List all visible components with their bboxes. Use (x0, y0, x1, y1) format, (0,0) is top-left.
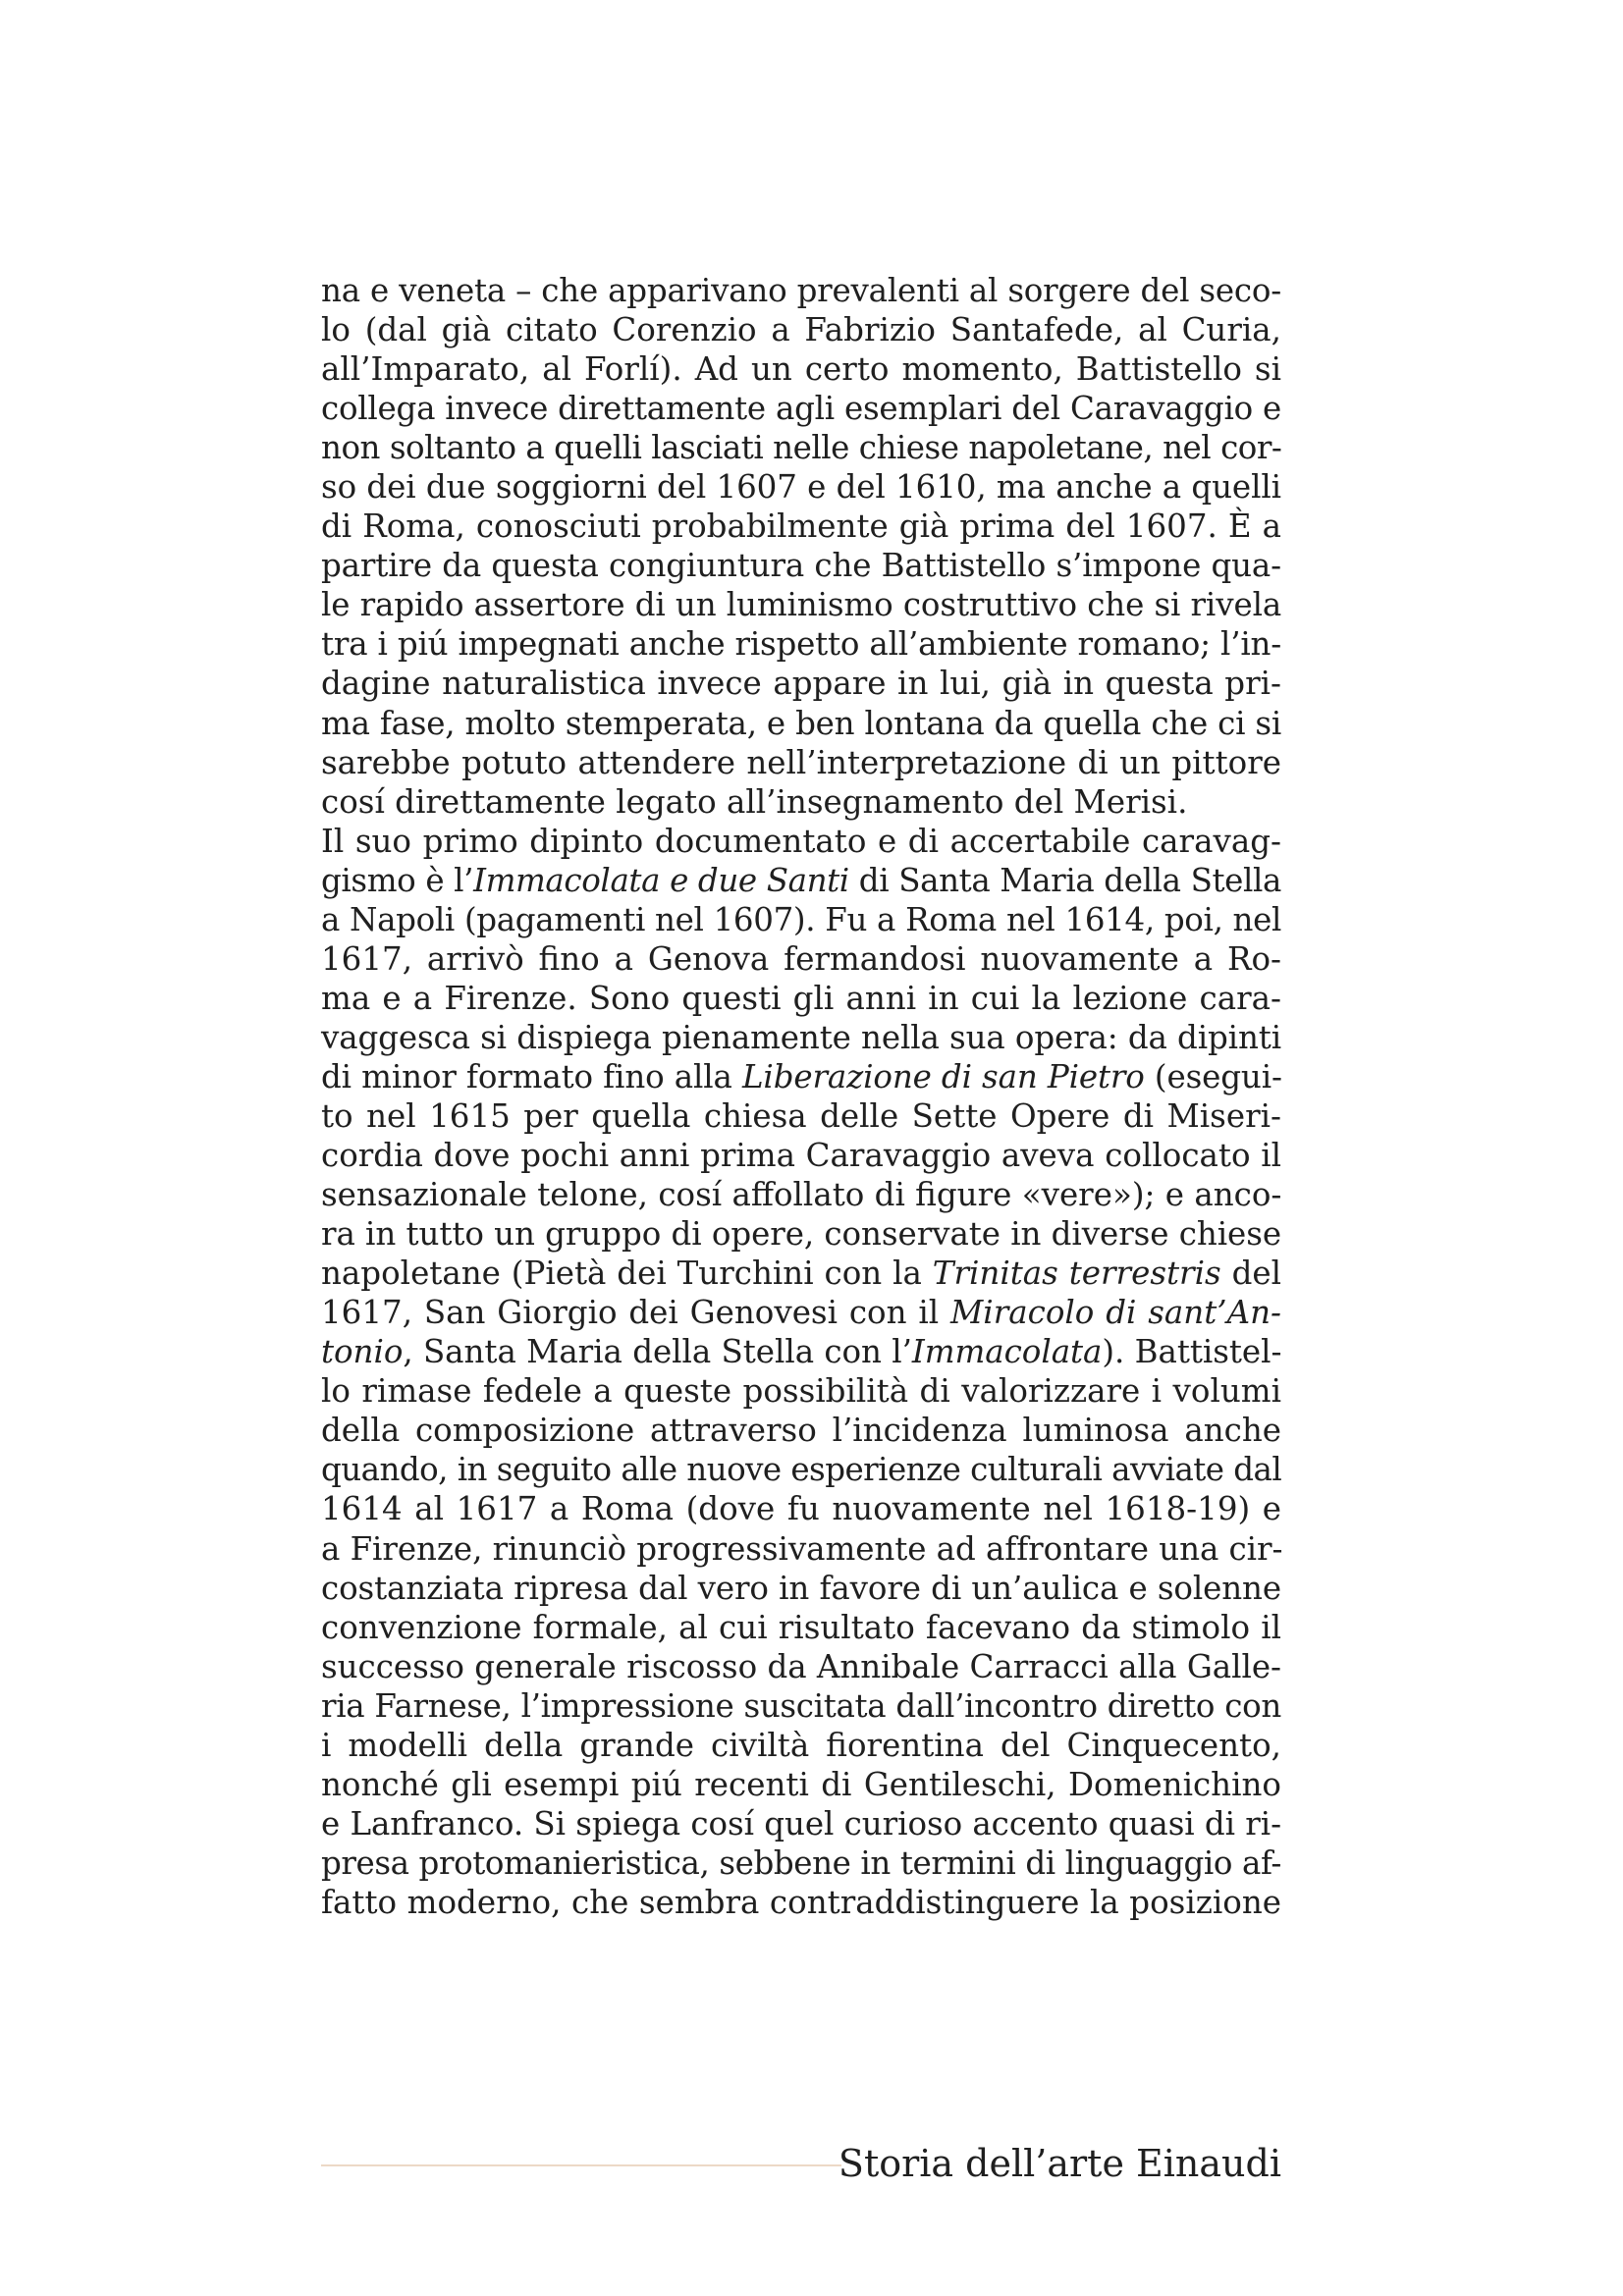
text-line (321, 1175, 1281, 1214)
text-run: a Napoli (pagamenti nel 1607). Fu a Roma nel 1614, poi, nel (321, 900, 1282, 938)
text-line (321, 310, 1281, 349)
footer-rule (321, 2164, 841, 2166)
text-line (321, 743, 1281, 782)
text-line (321, 1569, 1281, 1608)
text-run: 1617, San Giorgio dei Genovesi con il (321, 1294, 951, 1332)
text-run: ). Battistel- (1102, 1333, 1282, 1371)
text-line (321, 1450, 1281, 1489)
italic-title: Immacolata e due Santi (473, 861, 849, 899)
body-text (321, 271, 1281, 1922)
text-line (321, 467, 1281, 507)
text-run: ma fase, molto stemperata, e ben lontana da quella che ci si (321, 704, 1281, 742)
text-line (321, 624, 1281, 664)
text-run: lo rimase fedele a queste possibilità di valorizzare i volumi (321, 1372, 1281, 1411)
text-line (321, 664, 1281, 703)
text-run: di Santa Maria della Stella (848, 861, 1281, 899)
text-line (321, 1254, 1281, 1293)
text-line (321, 1883, 1281, 1922)
text-run: quando, in seguito alle nuove esperienze culturali avviate dal (321, 1451, 1282, 1489)
text-run: e Lanfranco. Si spiega cosí quel curioso accento quasi di ri- (321, 1804, 1281, 1842)
text-line (321, 822, 1281, 861)
text-run: le rapido assertore di un luminismo costruttivo che si rivela (321, 586, 1282, 624)
italic-title: Liberazione di san Pietro (741, 1057, 1145, 1095)
text-run: 1617, arrivò fino a Genova fermandosi nuovamente a Ro- (321, 939, 1281, 978)
text-line (321, 1057, 1281, 1096)
text-run: Il suo primo dipinto documentato e di accertabile caravag- (321, 822, 1281, 860)
text-run: della composizione attraverso l’incidenza luminosa anche (321, 1412, 1281, 1450)
italic-title: Trinitas terrestris (932, 1255, 1221, 1293)
text-line (321, 1332, 1281, 1371)
text-run: ra in tutto un gruppo di opere, conservate in diverse chiese (321, 1215, 1281, 1254)
italic-title: Immacolata (911, 1333, 1103, 1371)
text-line (321, 1018, 1281, 1057)
text-line (321, 546, 1281, 585)
text-run: dagine naturalistica invece appare in lui, già in questa pri- (321, 665, 1281, 703)
text-line (321, 1647, 1281, 1686)
text-line (321, 704, 1281, 743)
text-line (321, 1686, 1281, 1726)
text-run: ria Farnese, l’impressione suscitata dall’incontro diretto con (321, 1686, 1281, 1725)
text-line (321, 507, 1281, 546)
text-run: cosí direttamente legato all’insegnamento del Merisi. (321, 782, 1188, 821)
text-line (321, 1843, 1281, 1883)
text-line (321, 1765, 1281, 1804)
text-run: a Firenze, rinunciò progressivamente ad affrontare una cir- (321, 1529, 1283, 1568)
text-run: sarebbe potuto attendere nell’interpretazione di un pittore (321, 743, 1281, 781)
text-run: gismo è l’ (321, 861, 474, 899)
text-run: (esegui- (1144, 1057, 1282, 1095)
text-run: tra i piú impegnati anche rispetto all’ambiente romano; l’in- (321, 625, 1282, 664)
text-run: 1614 al 1617 a Roma (dove fu nuovamente nel 1618-19) e (321, 1490, 1281, 1528)
text-run: non soltanto a quelli lasciati nelle chiese napoletane, nel cor- (321, 429, 1282, 467)
text-run: nonché gli esempi piú recenti di Gentileschi, Domenichino (321, 1765, 1281, 1803)
text-run: na e veneta – che apparivano prevalenti al sorgere del seco- (321, 272, 1281, 309)
text-run: partire da questa congiuntura che Battistello s’impone qua- (321, 547, 1281, 585)
text-line (321, 349, 1281, 389)
text-run: collega invece direttamente agli esemplari del Caravaggio e (321, 390, 1281, 428)
italic-title: Miracolo di sant’An- (950, 1294, 1281, 1332)
text-line (321, 782, 1281, 822)
text-line (321, 1529, 1281, 1569)
text-run: to nel 1615 per quella chiesa delle Sette Opere di Miseri- (321, 1096, 1281, 1135)
text-line (321, 979, 1281, 1018)
text-run: i modelli della grande civiltà fiorentina del Cinquecento, (321, 1726, 1281, 1764)
text-run: vaggesca si dispiega pienamente nella sua opera: da dipinti (321, 1018, 1281, 1056)
text-line (321, 389, 1281, 428)
text-run: del (1220, 1255, 1281, 1293)
text-run: di Roma, conosciuti probabilmente già prima del 1607. È a (321, 507, 1281, 546)
text-run: , Santa Maria della Stella con l’ (403, 1333, 912, 1371)
text-run: lo (dal già citato Corenzio a Fabrizio Santafede, al Curia, (321, 311, 1281, 349)
text-line (321, 1804, 1281, 1843)
text-line (321, 585, 1281, 624)
text-line (321, 271, 1281, 310)
footer-title: Storia dell’arte Einaudi (838, 2142, 1281, 2185)
text-line (321, 1411, 1281, 1450)
text-run: di minor formato fino alla (321, 1057, 742, 1095)
text-run: presa protomanieristica, sebbene in termini di linguaggio af- (321, 1843, 1281, 1882)
text-line (321, 1489, 1281, 1528)
text-run: convenzione formale, al cui risultato facevano da stimolo il (321, 1608, 1281, 1646)
text-line (321, 900, 1281, 939)
text-line (321, 939, 1281, 979)
text-run: sensazionale telone, cosí affollato di figure «vere»); e anco- (321, 1176, 1282, 1214)
text-line (321, 1371, 1281, 1411)
text-run: napoletane (Pietà dei Turchini con la (321, 1255, 933, 1293)
text-run: cordia dove pochi anni prima Caravaggio aveva collocato il (321, 1137, 1281, 1175)
text-run: fatto moderno, che sembra contraddistinguere la posizione (321, 1883, 1281, 1921)
text-line (321, 428, 1281, 467)
text-line (321, 861, 1281, 900)
text-run: so dei due soggiorni del 1607 e del 1610, ma anche a quelli (321, 468, 1281, 507)
text-line (321, 1293, 1281, 1332)
text-run: successo generale riscosso da Annibale Carracci alla Galle- (321, 1647, 1281, 1685)
text-line (321, 1096, 1281, 1136)
text-line (321, 1726, 1281, 1765)
italic-title: tonio (321, 1333, 404, 1371)
text-run: ma e a Firenze. Sono questi gli anni in cui la lezione cara- (321, 979, 1281, 1017)
text-line (321, 1214, 1281, 1254)
text-line (321, 1608, 1281, 1647)
text-run: all’Imparato, al Forlí). Ad un certo momento, Battistello si (321, 350, 1281, 389)
text-line (321, 1136, 1281, 1175)
text-run: costanziata ripresa dal vero in favore di un’aulica e solenne (321, 1569, 1281, 1607)
